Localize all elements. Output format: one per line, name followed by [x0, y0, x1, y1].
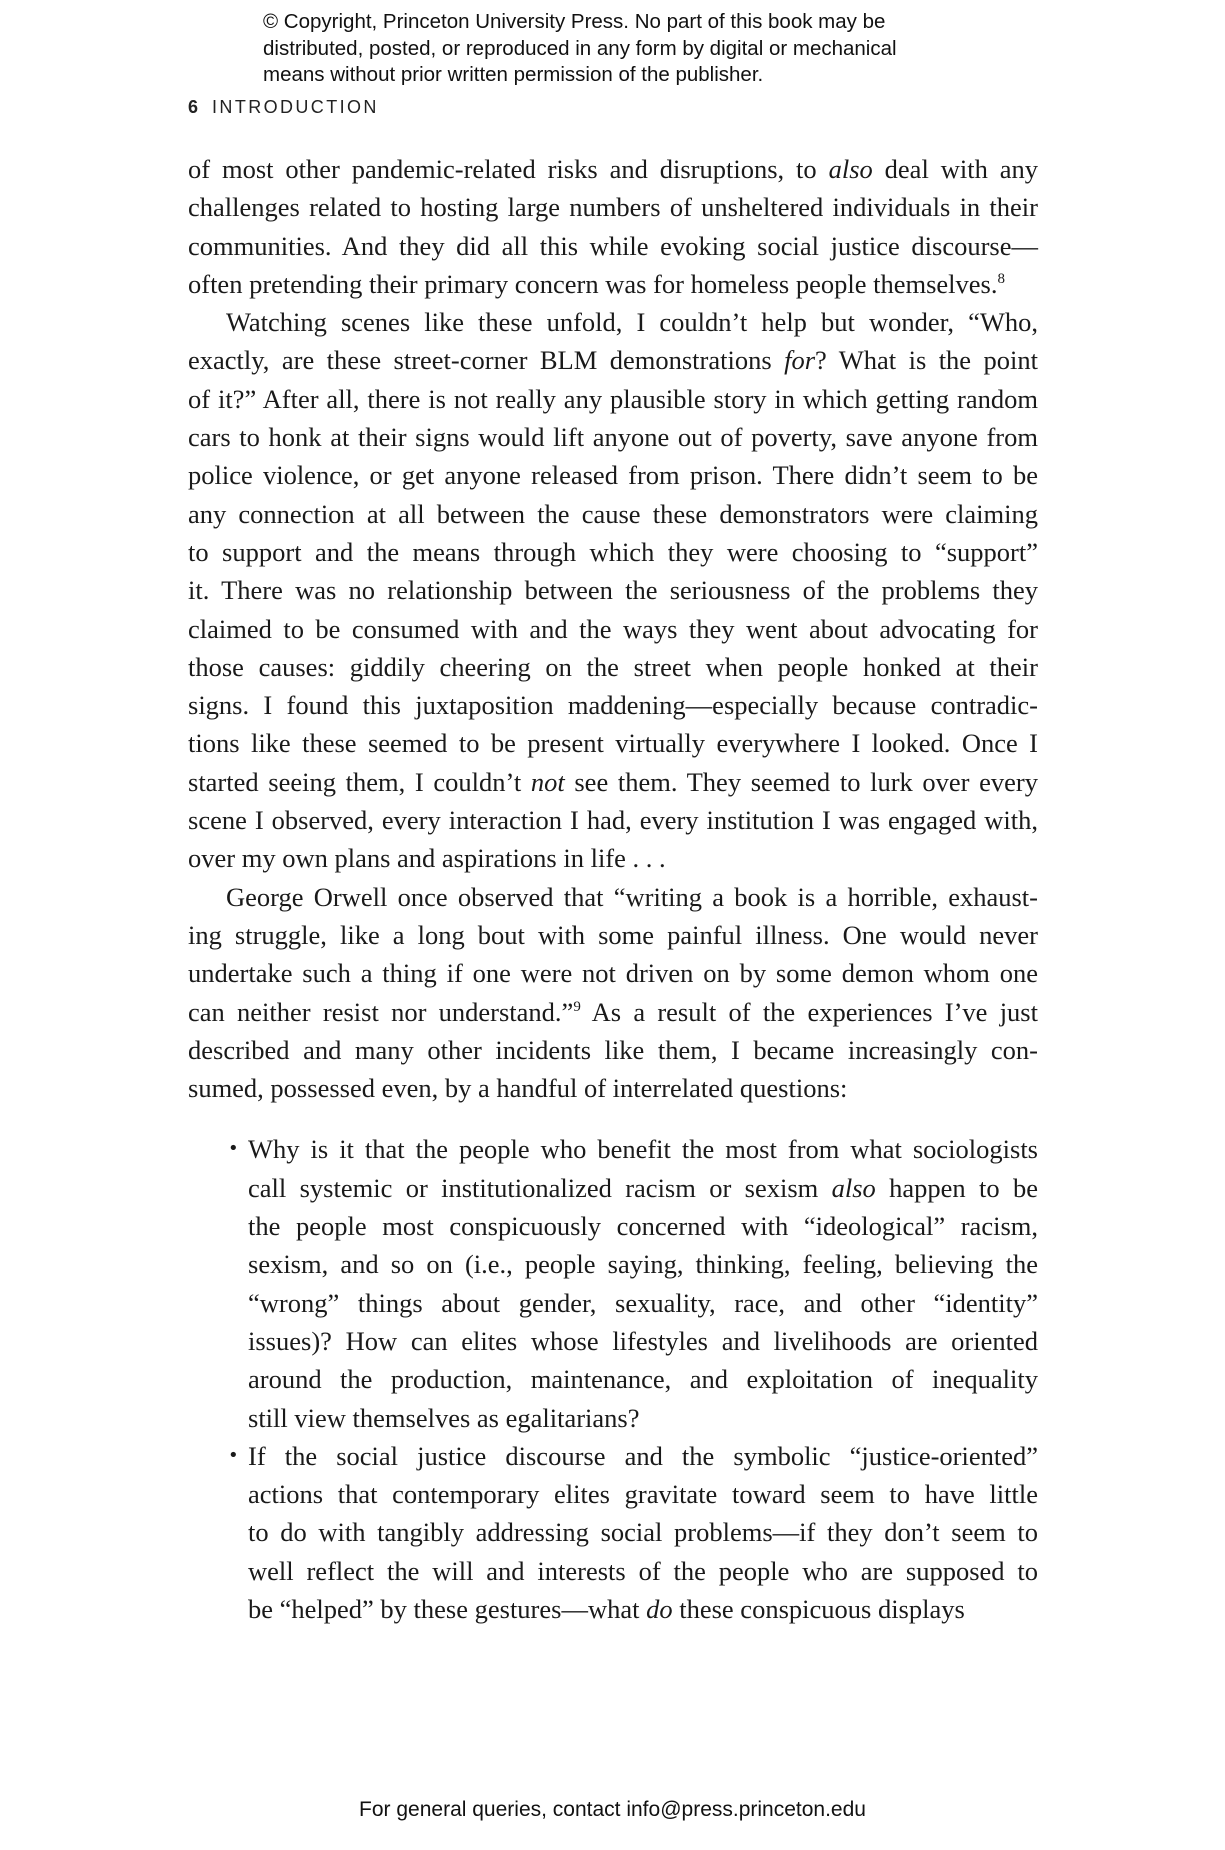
- emphasis: also: [831, 1172, 876, 1203]
- text-line: “wrong” things about gender, sexuality, race, and other “identity”: [248, 1287, 1038, 1318]
- text-line: to do with tangibly addressing social problems—if they don’t seem to: [248, 1517, 1038, 1548]
- text-line: often pretending their primary concern was for homeless people themselves.$^8$: [188, 268, 1005, 299]
- text-line: cars to honk at their signs would lift anyone out of poverty, save anyone from: [188, 422, 1038, 453]
- text-line: tions like these seemed to be present virtually everywhere I looked. Once I: [188, 728, 1038, 759]
- emphasis: for: [784, 345, 816, 376]
- body-text: [188, 150, 1038, 1628]
- footnote-ref: 9: [573, 998, 581, 1015]
- text-line: Watching scenes like these unfold, I couldn’t help but wonder, “Who,: [226, 307, 1038, 338]
- copyright-line: © Copyright, Princeton University Press. No part of this book may be: [263, 10, 886, 33]
- text-line: undertake such a thing if one were not driven on by some demon whom one: [188, 958, 1038, 989]
- text-line: sexism, and so on (i.e., people saying, thinking, feeling, believing the: [248, 1249, 1038, 1280]
- text-line: call systemic or institutionalized racism or sexism also happen to be: [248, 1172, 1038, 1203]
- copyright-notice: [263, 9, 1023, 89]
- text-line: police violence, or get anyone released from prison. There didn’t seem to be: [188, 460, 1038, 491]
- text-line: well reflect the will and interests of the people who are supposed to: [248, 1555, 1038, 1586]
- text-line: can neither resist nor understand.”$^9$ As a result of the experiences I’ve just: [188, 996, 1038, 1027]
- text-line: exactly, are these street-corner BLM demonstrations for? What is the point: [188, 345, 1038, 376]
- text-line: issues)? How can elites whose lifestyles and livelihoods are oriented: [248, 1325, 1038, 1356]
- bullet-marker: •: [228, 1138, 239, 1160]
- text-line: of most other pandemic-related risks and disruptions, to also deal with any: [188, 154, 1038, 184]
- paragraph-1: [188, 150, 1038, 303]
- bullet-item-1: [188, 1130, 1038, 1436]
- text-line: to support and the means through which they were choosing to “support”: [188, 536, 1038, 567]
- text-line: scene I observed, every interaction I had, every institution I was engaged with,: [188, 805, 1038, 836]
- text-line: claimed to be consumed with and the ways they went about advocating for: [188, 613, 1038, 644]
- text-line: of it?” After all, there is not really any plausible story in which getting random: [188, 383, 1038, 414]
- text-line: still view themselves as egalitarians?: [248, 1402, 640, 1433]
- page-number: 6: [188, 97, 199, 117]
- text-line: ing struggle, like a long bout with some painful illness. One would never: [188, 919, 1038, 950]
- text-line: described and many other incidents like them, I became increasingly con-: [188, 1034, 1038, 1065]
- text-line: it. There was no relationship between the seriousness of the problems they: [188, 575, 1038, 606]
- text-line: signs. I found this juxtaposition maddening—especially because contradic-: [188, 690, 1038, 721]
- text-line: started seeing them, I couldn’t not see them. They seemed to lurk over every: [188, 766, 1038, 797]
- text-line: communities. And they did all this while evoking social justice discourse—: [188, 230, 1038, 261]
- text-line: those causes: giddily cheering on the street when people honked at their: [188, 651, 1038, 682]
- bullet-marker: •: [228, 1444, 239, 1466]
- text-line: the people most conspicuously concerned with “ideological” racism,: [248, 1211, 1038, 1242]
- text-line: • Why is it that the people who benefit the most from what sociologists: [188, 1130, 1038, 1168]
- text-line: be “helped” by these gestures—what do these conspicuous displays: [248, 1593, 965, 1624]
- copyright-line: means without prior written permission of the publisher.: [263, 63, 764, 86]
- text-line: any connection at all between the cause these demonstrators were claiming: [188, 498, 1038, 529]
- emphasis: do: [646, 1593, 673, 1624]
- footnote-ref: 8: [997, 271, 1005, 288]
- text-line: challenges related to hosting large numbers of unsheltered individuals in their: [188, 192, 1038, 223]
- text-line: • If the social justice discourse and the symbolic “justice-oriented”: [188, 1437, 1038, 1475]
- emphasis: also: [828, 154, 873, 184]
- chapter-title: INTRODUCTION: [212, 97, 379, 117]
- text-line: George Orwell once observed that “writing a book is a horrible, exhaust-: [226, 881, 1038, 912]
- text-line: actions that contemporary elites gravitate toward seem to have little: [248, 1479, 1038, 1510]
- emphasis: not: [530, 766, 565, 797]
- text-line: sumed, possessed even, by a handful of interrelated questions:: [188, 1073, 848, 1104]
- running-head: [188, 97, 379, 118]
- text-line: over my own plans and aspirations in life . . .: [188, 843, 666, 874]
- footer-contact: For general queries, contact info@press.princeton.edu: [359, 1798, 866, 1821]
- bullet-item-2: [188, 1437, 1038, 1628]
- paragraph-3: [188, 878, 1038, 1108]
- copyright-line: distributed, posted, or reproduced in any form by digital or mechanical: [263, 36, 897, 60]
- text-line: around the production, maintenance, and exploitation of inequality: [248, 1364, 1038, 1395]
- paragraph-2: [188, 303, 1038, 877]
